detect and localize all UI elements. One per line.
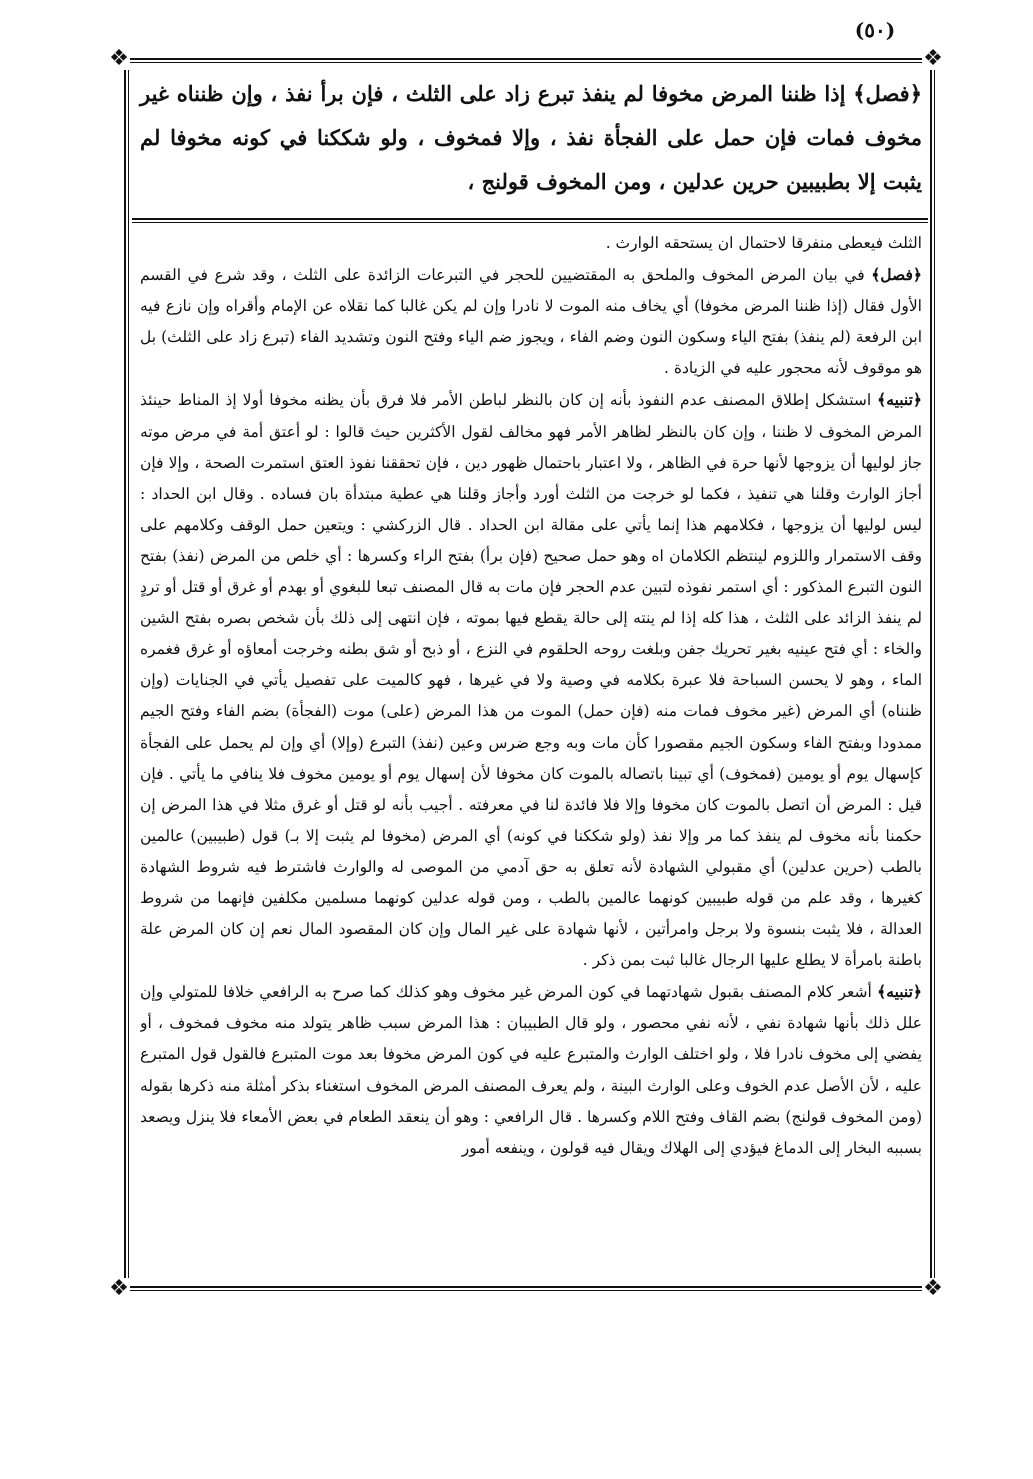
frame-bottom-border [118, 1286, 940, 1288]
frame-left-border-inner [128, 60, 129, 1290]
paragraph-text: في بيان المرض المخوف والملحق به المقتضيين للحجر في التبرعات الزائدة على الثلث ، وقد شرع في القسم الأول فقال (إذا ظننا المرض مخوفا) أي يخاف منه الموت لا نادرا وإن لم يكن غالبا كما نقلاه عن الإمام وأقراه وإن نازع فيه ابن الرفعة (لم ينفذ) بفتح الياء وسكون النون وضم الفاء ، ويجوز ضم الياء وفتح النون وتشديد الفاء (تبرع زاد على الثلث) بل هو موقوف لأنه محجور عليه في الزيادة . [140, 266, 922, 378]
corner-ornament-icon: ❖ [109, 1276, 129, 1301]
corner-ornament-icon: ❖ [109, 46, 129, 71]
commentary-paragraph: الثلث فيعطى منفرقا لاحتمال ان يستحقه الوارث . [605, 234, 922, 252]
frame-right-border-inner [934, 60, 935, 1290]
matn-separator-inner [132, 222, 928, 223]
matn-text-block [140, 72, 922, 212]
commentary-paragraph [140, 259, 922, 384]
corner-ornament-icon: ❖ [923, 46, 943, 71]
page-number: (٥٠) [854, 18, 896, 42]
frame-bottom-border-inner [118, 1290, 940, 1291]
commentary-paragraph [140, 384, 922, 976]
section-label: ﴿فصل﴾ [871, 265, 922, 285]
frame-right-border [930, 60, 932, 1290]
commentary-text-block [140, 228, 922, 1280]
paragraph-text: استشكل إطلاق المصنف عدم النفوذ بأنه إن كان بالنظر لباطن الأمر فلا فرق بأن يظنه مخوفا أولا إذ المناط حينئذ المرض المخوف لا ظننا ، وإن كان بالنظر لظاهر الأمر فهو مخالف لقول الأكثرين حيث قالوا : لو أعتق أمة في مرض موته جاز لوليها أن يزوجها لأنها حرة في الظاهر ، ولا اعتبار باحتمال ظهور دين ، فإن تحققنا نفوذ العتق استمرت الصحة ، وإلا فإن أجاز الوارث وقلنا هي تنفيذ ، فكما لو خرجت من الثلث أورد وأجاز وقلنا هي عطية مبتدأة بان فساده . وقال ابن الحداد : ليس لوليها أن يزوجها ، فكلامهم هذا إنما يأتي على مقالة ابن الحداد . قال الزركشي : ويتعين حمل الوقف وكلامهم على وقف الاستمرار واللزوم لينتظم الكلامان اه وهو حمل صحيح (فإن برأ) بفتح الراء وكسرها : أي خلص من المرض (نفذ) بفتح النون التبرع المذكور : أي استمر نفوذه لتبين عدم الحجر فإن مات به قال المصنف تبعا للبغوي أو بهدم أو غرق أو قتل أو تردٍ لم ينفذ الزائد على الثلث ، هذا كله إذا لم ينته إلى حالة يقطع فيها بموته ، فإن انتهى إلى ذلك بأن شخص بصره بفتح الشين والخاء : أي فتح عينيه بغير تحريك جفن وبلغت روحه الحلقوم في النزع ، أو ذبح أو شق بطنه وخرجت أمعاؤه أو غرق فغمره الماء ، وهو لا يحسن السباحة فلا عبرة بكلامه في وصية ولا في غيرها ، فهو كالميت على تفصيل يأتي في الجنايات (وإن ظنناه) أي المرض (غير مخوف فمات منه (فإن حمل) الموت من هذا المرض (على) موت (الفجأة) بضم الفاء وفتح الجيم ممدودا وبفتح الفاء وسكون الجيم مقصورا كأن مات وبه وجع ضرس وعين (نفذ) التبرع (وإلا) أي وإن لم يحمل على الفجأة كإسهال يوم أو يومين (فمخوف) أي تبينا باتصاله بالموت كان مخوفا لأن إسهال يوم أو يومين مخوف فلا ينافي ما يأتي . فإن قيل : المرض أن اتصل بالموت كان مخوفا وإلا فلا فائدة لنا في معرفته . أجيب بأنه لو قتل أو غرق مثلا في هذا المرض إن حكمنا بأنه مخوف لم ينفذ كما مر وإلا نفذ (ولو شككنا في كونه) أي المرض (مخوفا لم يثبت إلا بـ) قول (طبيبين) عالمين بالطب (حرين عدلين) أي مقبولي الشهادة لأنه تعلق به حق آدمي من الموصى له والوارث فاشترط فيه شروط الشهادة كغيرها ، وقد علم من قوله طبيبين كونهما عالمين بالطب ، ومن قوله عدلين كونهما مسلمين مكلفين فإنهما من شروط العدالة ، فلا يثبت بنسوة ولا برجل وامرأتين ، لأنها شهادة على غير المال وإن كان المقصود المال نعم إن كان المرض علة باطنة بامرأة لا يطلع عليها الرجال غالبا ثبت بمن ذكر . [140, 391, 922, 970]
frame-top-border [118, 58, 940, 60]
corner-ornament-icon: ❖ [923, 1276, 943, 1301]
frame-left-border [124, 60, 126, 1290]
matn-section-label: ﴿فصل﴾ [853, 81, 922, 106]
matn-text: إذا ظننا المرض مخوفا لم ينفذ تبرع زاد على الثلث ، فإن برأ نفذ ، وإن ظنناه غير مخوف فمات فإن حمل على الفجأة نفذ ، وإلا فمخوف ، ولو شككنا في كونه مخوفا لم يثبت إلا بطبيبين حرين عدلين ، ومن المخوف قولنج ، [140, 81, 922, 194]
note-label: ﴿تنبيه﴾ [877, 390, 922, 410]
paragraph-text: أشعر كلام المصنف بقبول شهادتهما في كون المرض غير مخوف وهو كذلك كما صرح به الرافعي خلافا للمتولي وإن علل ذلك بأنها شهادة نفي ، لأنه نفي محصور ، ولو قال الطبيبان : هذا المرض سبب ظاهر يتولد منه مخوف فمخوف ، أو يفضي إلى مخوف نادرا فلا ، ولو اختلف الوارث والمتبرع عليه في كون المرض مخوفا بعد موت المتبرع فالقول قول المتبرع عليه ، لأن الأصل عدم الخوف وعلى الوارث البينة ، ولم يعرف المصنف المرض المخوف استغناء بذكر أمثلة منه ذكرها بقوله (ومن المخوف قولنج) بضم القاف وفتح اللام وكسرها . قال الرافعي : وهو أن ينعقد الطعام في بعض الأمعاء فلا ينزل ويصعد بسببه البخار إلى الدماغ فيؤدي إلى الهلاك ويقال فيه قولون ، وينفعه أمور [140, 983, 922, 1157]
commentary-paragraph [140, 976, 922, 1164]
note-label: ﴿تنبيه﴾ [877, 982, 922, 1002]
matn-separator [132, 218, 928, 220]
frame-top-border-inner [118, 62, 940, 63]
